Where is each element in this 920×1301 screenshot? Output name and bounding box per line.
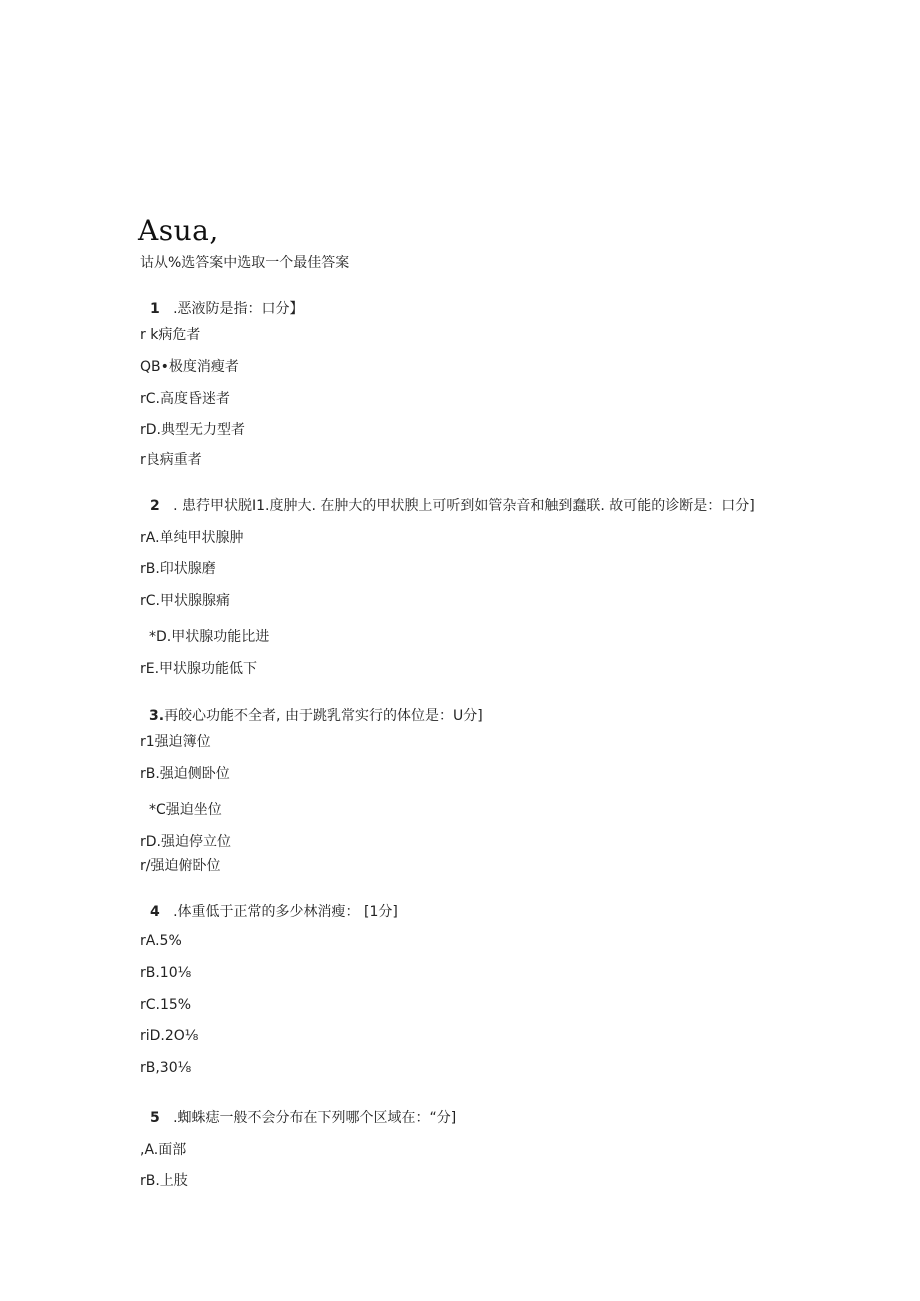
option-3a[interactable]: r1强迫簿位 (140, 734, 211, 750)
question-text: .恶液防是指：口分】 (173, 301, 304, 317)
option-5b[interactable]: rB.上肢 (140, 1173, 188, 1189)
question-number: 4 (150, 904, 160, 920)
question-number: 3. (149, 708, 165, 724)
option-1e[interactable]: r良病重者 (140, 452, 202, 468)
option-3d[interactable]: rD.强迫停立位 (140, 834, 231, 850)
option-3e[interactable]: r/强迫俯卧位 (140, 858, 221, 874)
option-2e[interactable]: rE.甲状腺功能低下 (140, 661, 258, 677)
option-2c[interactable]: rC.甲状腺腺痛 (140, 593, 230, 609)
question-text: .蜘蛛痣一般不会分布在下列哪个区域在：“分] (173, 1110, 457, 1126)
option-2d[interactable]: *D.甲状腺功能比进 (149, 629, 270, 645)
option-3b[interactable]: rB.强迫侧卧位 (140, 766, 230, 782)
question-number: 5 (150, 1110, 160, 1126)
question-text: 再皎心功能不全者, 由于跳乳常实行的体位是：U分] (164, 708, 483, 724)
option-4a[interactable]: rA.5% (140, 933, 182, 949)
option-1c[interactable]: rC.高度昏迷者 (140, 391, 230, 407)
question-5 (150, 1107, 456, 1127)
question-text: . 患荇甲状脱I1.度肿大. 在肿大的甲状腴上可听到如管杂音和触到蠢联. 故可能的诊断是：口分] (173, 498, 755, 514)
question-1 (150, 298, 304, 318)
option-1a[interactable]: r k病危者 (140, 327, 201, 343)
question-4 (150, 901, 398, 921)
option-5a[interactable]: ,A.面部 (140, 1142, 187, 1158)
option-4b[interactable]: rB.10⅛ (140, 965, 192, 981)
question-text: .体重低于正常的多少林消瘦： [1分] (173, 904, 398, 920)
question-3 (149, 705, 483, 725)
option-2a[interactable]: rA.单纯甲状腺肿 (140, 530, 244, 546)
option-3c[interactable]: *C强迫坐位 (149, 802, 222, 818)
option-4d[interactable]: riD.2O⅛ (140, 1028, 199, 1044)
option-1d[interactable]: rD.典型无力型者 (140, 422, 245, 438)
instructions: 诂从%选答案中选取一个最佳答案 (140, 255, 350, 271)
option-4e[interactable]: rB,30⅛ (140, 1060, 192, 1076)
question-2 (150, 495, 755, 515)
question-number: 2 (150, 498, 160, 514)
option-2b[interactable]: rB.印状腺磨 (140, 561, 216, 577)
page-title: Asua, (138, 214, 219, 247)
option-4c[interactable]: rC.15% (140, 997, 192, 1013)
option-1b[interactable]: QB•极度消瘦者 (140, 359, 239, 375)
question-number: 1 (150, 301, 160, 317)
